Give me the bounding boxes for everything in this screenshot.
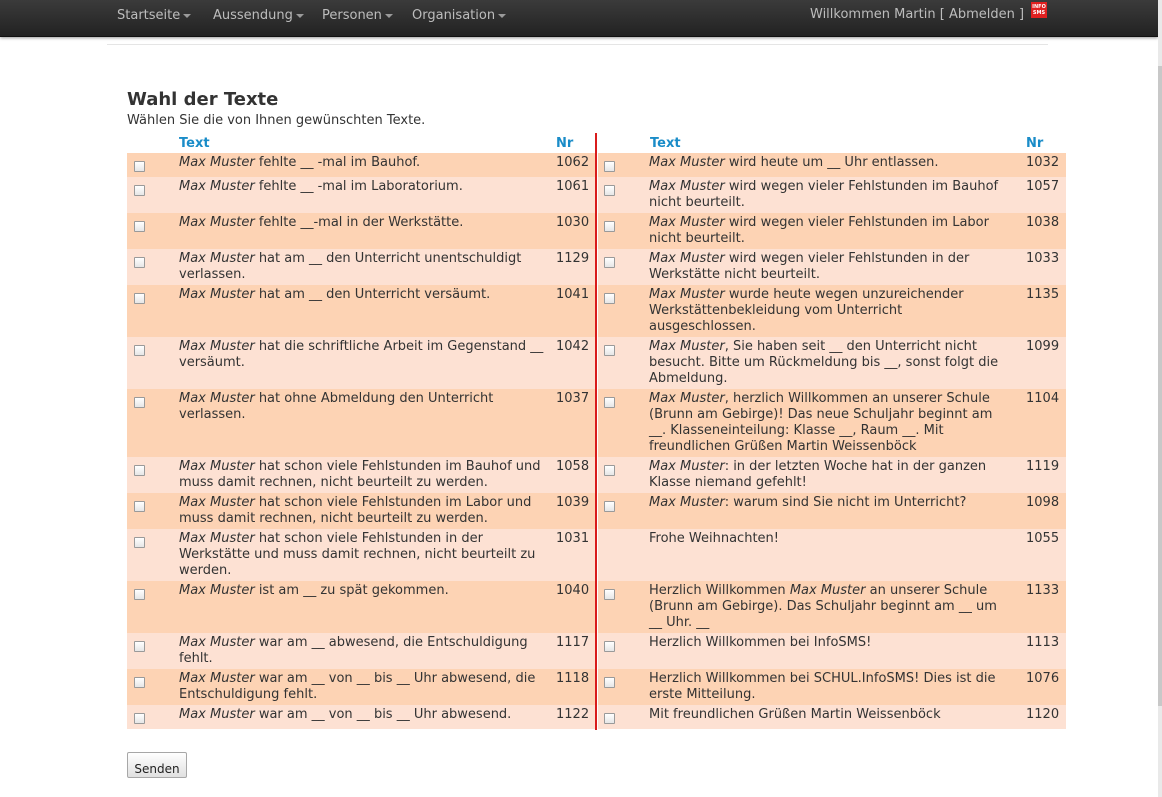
student-placeholder: Max Muster: [179, 671, 255, 686]
text-body: fehlte __ -mal im Laboratorium.: [254, 179, 463, 194]
text-body: hat am __ den Unterricht versäumt.: [254, 287, 491, 302]
text-cell: [179, 391, 547, 423]
text-cell: [179, 251, 547, 283]
nr-cell: 1062: [556, 155, 590, 170]
column-header-text[interactable]: Text: [650, 136, 681, 151]
select-checkbox[interactable]: [604, 221, 615, 232]
nav-aussendung-label: Aussendung: [213, 8, 293, 23]
nr-cell: 1030: [556, 215, 590, 230]
nr-cell: 1120: [1026, 707, 1060, 722]
nr-cell: 1135: [1026, 287, 1060, 302]
page-title: Wahl der Texte: [127, 89, 279, 110]
table-header-left: [127, 133, 595, 153]
table-row: [598, 177, 1066, 213]
student-placeholder: Max Muster: [179, 495, 255, 510]
nr-cell: 1038: [1026, 215, 1060, 230]
nav-personen[interactable]: [322, 8, 393, 23]
logout-link[interactable]: Abmelden: [948, 7, 1015, 22]
table-row: [598, 249, 1066, 285]
text-cell: [179, 179, 547, 195]
student-placeholder: Max Muster: [179, 707, 255, 722]
caret-down-icon: [296, 14, 304, 18]
text-cell: [179, 287, 547, 303]
text-body: hat ohne Abmeldung den Unterricht verlassen.: [179, 391, 494, 422]
select-checkbox[interactable]: [604, 713, 615, 724]
select-checkbox[interactable]: [134, 537, 145, 548]
text-body: hat schon viele Fehlstunden in der Werkstätte und muss damit rechnen, nicht beurteilt zu werden.: [179, 531, 536, 578]
text-cell: [649, 583, 1009, 631]
nr-cell: 1113: [1026, 635, 1060, 650]
text-body: war am __ von __ bis __ Uhr abwesend.: [254, 707, 512, 722]
select-checkbox[interactable]: [134, 293, 145, 304]
table-row: [598, 529, 1066, 581]
student-placeholder: Max Muster: [179, 583, 255, 598]
text-table-right: [598, 133, 1066, 729]
select-checkbox[interactable]: [134, 161, 145, 172]
table-row: [127, 529, 595, 581]
table-row: [127, 337, 595, 389]
top-navbar: [0, 0, 1158, 37]
nav-aussendung[interactable]: [213, 8, 304, 23]
text-body: fehlte __-mal in der Werkstätte.: [254, 215, 464, 230]
select-checkbox[interactable]: [134, 185, 145, 196]
student-placeholder: Max Muster: [649, 459, 725, 474]
table-row: [127, 213, 595, 249]
text-cell: [179, 495, 547, 527]
student-placeholder: Max Muster: [789, 583, 866, 598]
student-placeholder: Max Muster: [649, 251, 725, 266]
nav-startseite-label: Startseite: [117, 8, 181, 23]
text-cell: [179, 215, 547, 231]
text-cell: [649, 179, 1009, 211]
nr-cell: 1040: [556, 583, 590, 598]
select-checkbox[interactable]: [604, 397, 615, 408]
student-placeholder: Max Muster: [179, 251, 255, 266]
text-body: wurde heute wegen unzureichender Werkstättenbekleidung vom Unterricht ausgeschlossen.: [649, 287, 964, 334]
column-header-nr[interactable]: Nr: [1026, 136, 1044, 151]
student-placeholder: Max Muster: [649, 495, 725, 510]
welcome-prefix: Willkommen Martin [: [810, 7, 945, 22]
text-cell: [179, 635, 547, 667]
select-checkbox[interactable]: [604, 257, 615, 268]
table-row: [127, 633, 595, 669]
text-body: wird wegen vieler Fehlstunden im Labor nicht beurteilt.: [649, 215, 989, 246]
text-cell: [179, 583, 547, 599]
nav-startseite[interactable]: [117, 8, 191, 23]
text-body: wird heute um __ Uhr entlassen.: [724, 155, 939, 170]
nr-cell: 1031: [556, 531, 590, 546]
nr-cell: 1041: [556, 287, 590, 302]
select-checkbox[interactable]: [134, 501, 145, 512]
select-checkbox[interactable]: [604, 465, 615, 476]
caret-down-icon: [498, 14, 506, 18]
table-row: [127, 177, 595, 213]
table-row: [598, 581, 1066, 633]
text-body: fehlte __ -mal im Bauhof.: [254, 155, 421, 170]
nr-cell: 1076: [1026, 671, 1060, 686]
nr-cell: 1032: [1026, 155, 1060, 170]
student-placeholder: Max Muster: [649, 339, 725, 354]
text-prefix: Herzlich Willkommen bei InfoSMS!: [649, 635, 872, 650]
nav-organisation-label: Organisation: [412, 8, 496, 23]
text-cell: [179, 531, 547, 579]
table-row: [127, 669, 595, 705]
table-header-right: [598, 133, 1066, 153]
text-cell: [179, 671, 547, 703]
student-placeholder: Max Muster: [179, 215, 255, 230]
nr-cell: 1055: [1026, 531, 1060, 546]
select-checkbox[interactable]: [604, 641, 615, 652]
table-row: [127, 581, 595, 633]
text-body: hat schon viele Fehlstunden im Bauhof und muss damit rechnen, nicht beurteilt zu werden.: [179, 459, 541, 490]
table-row: [598, 337, 1066, 389]
table-row: [598, 153, 1066, 177]
text-body: : in der letzten Woche hat in der ganzen Klasse niemand gefehlt!: [649, 459, 987, 490]
table-row: [127, 457, 595, 493]
text-body: wird wegen vieler Fehlstunden im Bauhof nicht beurteilt.: [649, 179, 999, 210]
nav-organisation[interactable]: [412, 8, 506, 23]
text-body: hat die schriftliche Arbeit im Gegenstand __ versäumt.: [179, 339, 544, 370]
text-body: wird wegen vieler Fehlstunden in der Werkstätte nicht beurteilt.: [649, 251, 970, 282]
student-placeholder: Max Muster: [179, 635, 255, 650]
select-checkbox[interactable]: [604, 589, 615, 600]
nav-personen-label: Personen: [322, 8, 382, 23]
nr-cell: 1033: [1026, 251, 1060, 266]
select-checkbox[interactable]: [134, 397, 145, 408]
text-cell: [649, 459, 1009, 491]
table-row: [127, 153, 595, 177]
nr-cell: 1133: [1026, 583, 1060, 598]
table-row: [598, 457, 1066, 493]
text-body: hat am __ den Unterricht unentschuldigt verlassen.: [179, 251, 522, 282]
column-header-nr[interactable]: Nr: [556, 136, 574, 151]
select-checkbox[interactable]: [134, 589, 145, 600]
infosms-logo: INFO SMS: [1032, 4, 1046, 16]
text-body: war am __ von __ bis __ Uhr abwesend, die Entschuldigung fehlt.: [179, 671, 536, 702]
text-cell: [649, 155, 1009, 171]
text-table-left: [127, 133, 595, 729]
table-row: [598, 633, 1066, 669]
student-placeholder: Max Muster: [649, 287, 725, 302]
nr-cell: 1042: [556, 339, 590, 354]
text-body: hat schon viele Fehlstunden im Labor und muss damit rechnen, nicht beurteilt zu werden.: [179, 495, 532, 526]
text-body: : warum sind Sie nicht im Unterricht?: [724, 495, 967, 510]
nr-cell: 1039: [556, 495, 590, 510]
nr-cell: 1057: [1026, 179, 1060, 194]
table-row: [127, 705, 595, 729]
text-cell: [649, 671, 1009, 703]
table-row: [598, 389, 1066, 457]
column-header-text[interactable]: Text: [179, 136, 210, 151]
student-placeholder: Max Muster: [649, 155, 725, 170]
text-cell: [179, 339, 547, 371]
text-cell: [649, 287, 1009, 335]
text-prefix: Frohe Weihnachten!: [649, 531, 779, 546]
table-row: [598, 493, 1066, 529]
nr-cell: 1117: [556, 635, 590, 650]
text-cell: [649, 531, 1009, 547]
table-row: [127, 249, 595, 285]
student-placeholder: Max Muster: [179, 287, 255, 302]
student-placeholder: Max Muster: [179, 155, 255, 170]
select-checkbox[interactable]: [134, 677, 145, 688]
divider-line: [107, 44, 1048, 45]
select-checkbox[interactable]: [134, 221, 145, 232]
table-row: [127, 493, 595, 529]
select-checkbox[interactable]: [604, 501, 615, 512]
text-body: an unserer Schule (Brunn am Gebirge). Das Schuljahr beginnt am __ um __ Uhr. __: [649, 583, 997, 630]
nr-cell: 1058: [556, 459, 590, 474]
nr-cell: 1104: [1026, 391, 1060, 406]
nr-cell: 1037: [556, 391, 590, 406]
text-body: , Sie haben seit __ den Unterricht nicht besucht. Bitte um Rückmeldung bis __, sonst folgt die Abmeldung.: [649, 339, 999, 386]
nr-cell: 1119: [1026, 459, 1060, 474]
select-checkbox[interactable]: [604, 345, 615, 356]
select-checkbox[interactable]: [604, 293, 615, 304]
nr-cell: 1118: [556, 671, 590, 686]
text-cell: [649, 251, 1009, 283]
text-cell: [649, 707, 1009, 723]
student-placeholder: Max Muster: [179, 339, 255, 354]
select-checkbox[interactable]: [604, 161, 615, 172]
select-checkbox[interactable]: [134, 641, 145, 652]
student-placeholder: Max Muster: [649, 179, 725, 194]
welcome-suffix: ]: [1019, 7, 1025, 22]
select-checkbox[interactable]: [134, 465, 145, 476]
nr-cell: 1061: [556, 179, 590, 194]
text-cell: [179, 155, 547, 171]
table-row: [598, 705, 1066, 729]
student-placeholder: Max Muster: [179, 391, 255, 406]
select-checkbox[interactable]: [604, 677, 615, 688]
text-cell: [649, 215, 1009, 247]
student-placeholder: Max Muster: [179, 531, 255, 546]
student-placeholder: Max Muster: [649, 215, 725, 230]
page-subtitle: Wählen Sie die von Ihnen gewünschten Texte.: [127, 113, 426, 128]
table-row: [127, 285, 595, 337]
caret-down-icon: [183, 14, 191, 18]
text-body: war am __ abwesend, die Entschuldigung fehlt.: [179, 635, 528, 666]
table-row: [127, 389, 595, 457]
text-body: , herzlich Willkommen an unserer Schule (Brunn am Gebirge)! Das neue Schuljahr beginnt am __. Klasseneinteilung: Klasse __, Raum __. Mit freundlichen Grüßen Martin Weissenböck: [649, 391, 993, 454]
student-placeholder: Max Muster: [649, 391, 725, 406]
text-cell: [649, 635, 1009, 651]
column-divider: [595, 133, 597, 730]
student-placeholder: Max Muster: [179, 459, 255, 474]
text-prefix: Herzlich Willkommen: [649, 583, 790, 598]
text-body: ist am __ zu spät gekommen.: [254, 583, 449, 598]
send-button[interactable]: Senden: [127, 752, 187, 778]
nr-cell: 1098: [1026, 495, 1060, 510]
text-cell: [649, 495, 1009, 511]
table-row: [598, 285, 1066, 337]
welcome-text: [810, 7, 1024, 22]
nr-cell: 1122: [556, 707, 590, 722]
student-placeholder: Max Muster: [179, 179, 255, 194]
text-cell: [649, 339, 1009, 387]
caret-down-icon: [385, 14, 393, 18]
nr-cell: 1129: [556, 251, 590, 266]
select-checkbox[interactable]: [134, 345, 145, 356]
text-cell: [179, 459, 547, 491]
nr-cell: 1099: [1026, 339, 1060, 354]
select-checkbox[interactable]: [604, 185, 615, 196]
table-row: [598, 669, 1066, 705]
select-checkbox[interactable]: [134, 257, 145, 268]
text-prefix: Herzlich Willkommen bei SCHUL.InfoSMS! Dies ist die erste Mitteilung.: [649, 671, 996, 702]
text-prefix: Mit freundlichen Grüßen Martin Weissenböck: [649, 707, 941, 722]
scrollbar-thumb[interactable]: [1158, 66, 1162, 706]
select-checkbox[interactable]: [134, 713, 145, 724]
text-cell: [179, 707, 547, 723]
text-cell: [649, 391, 1009, 455]
table-row: [598, 213, 1066, 249]
